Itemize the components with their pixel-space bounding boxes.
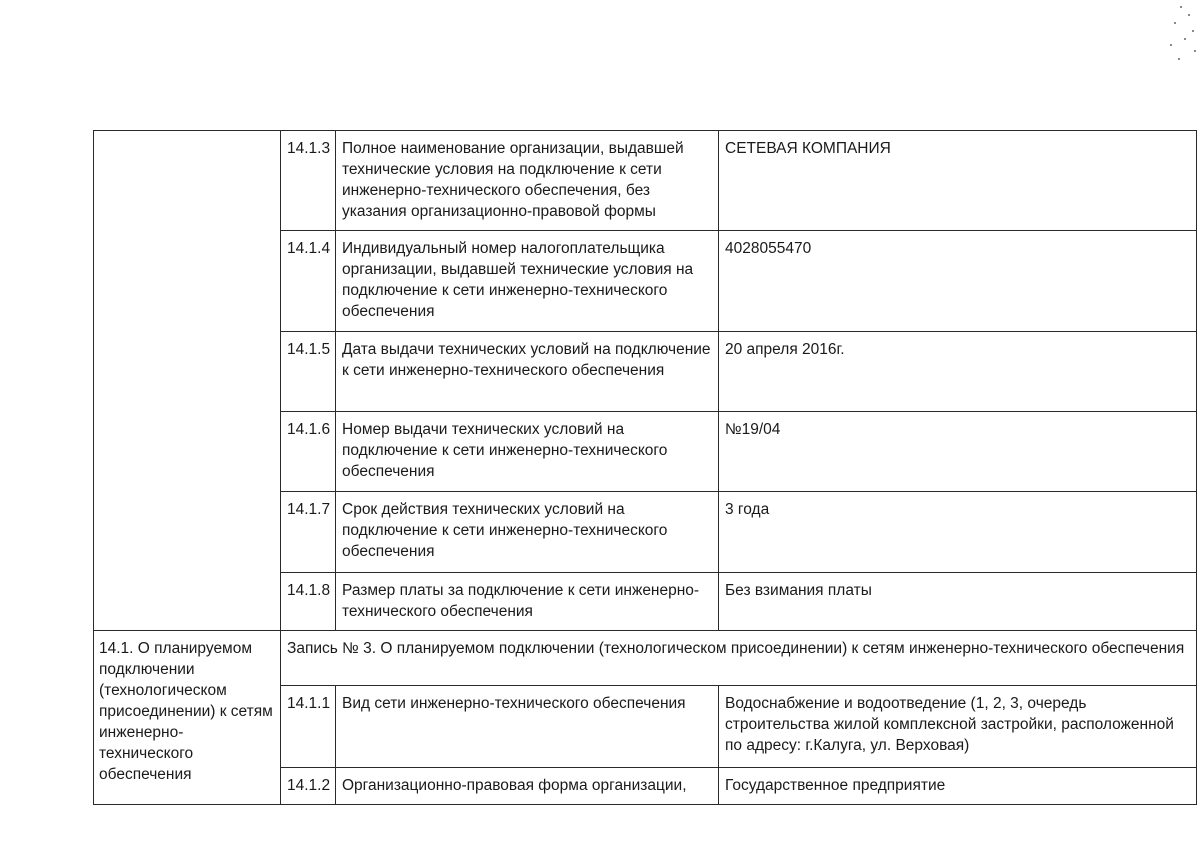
- row-label: Вид сети инженерно-технического обеспечения: [336, 686, 719, 768]
- row-number: 14.1.5: [281, 332, 336, 412]
- row-number: 14.1.2: [281, 768, 336, 805]
- empty-section-cell: [94, 131, 281, 631]
- disclosure-table: [93, 130, 1197, 805]
- row-value: 20 апреля 2016г.: [719, 332, 1197, 412]
- scan-specks: [1160, 0, 1200, 70]
- section-label: 14.1. О планируемом подключении (технологическом присоединении) к сетям инженерно-технического обеспечения: [94, 631, 281, 805]
- row-value: 4028055470: [719, 231, 1197, 332]
- row-value: Без взимания платы: [719, 573, 1197, 631]
- row-value: Водоснабжение и водоотведение (1, 2, 3, очередь строительства жилой комплексной застройки, расположенной по адресу: г.Калуга, ул. Верховая): [719, 686, 1197, 768]
- row-number: 14.1.4: [281, 231, 336, 332]
- row-label: Дата выдачи технических условий на подключение к сети инженерно-технического обеспечения: [336, 332, 719, 412]
- row-number: 14.1.7: [281, 492, 336, 573]
- row-number: 14.1.3: [281, 131, 336, 231]
- row-number: 14.1.6: [281, 412, 336, 492]
- row-label: Индивидуальный номер налогоплательщика организации, выдавшей технические условия на подключение к сети инженерно-технического обеспечения: [336, 231, 719, 332]
- table-row: [94, 631, 1197, 686]
- row-number: 14.1.8: [281, 573, 336, 631]
- row-label: Срок действия технических условий на подключение к сети инженерно-технического обеспечения: [336, 492, 719, 573]
- row-label: Номер выдачи технических условий на подключение к сети инженерно-технического обеспечения: [336, 412, 719, 492]
- row-label: Организационно-правовая форма организации,: [336, 768, 719, 805]
- row-label: Полное наименование организации, выдавшей технические условия на подключение к сети инженерно-технического обеспечения, без указания организационно-правовой формы: [336, 131, 719, 231]
- row-label: Размер платы за подключение к сети инженерно-технического обеспечения: [336, 573, 719, 631]
- row-value: Государственное предприятие: [719, 768, 1197, 805]
- row-number: 14.1.1: [281, 686, 336, 768]
- row-value: №19/04: [719, 412, 1197, 492]
- row-value: 3 года: [719, 492, 1197, 573]
- row-value: СЕТЕВАЯ КОМПАНИЯ: [719, 131, 1197, 231]
- table-row: [94, 131, 1197, 231]
- record-title: Запись № 3. О планируемом подключении (технологическом присоединении) к сетям инженерно-технического обеспечения: [281, 631, 1197, 686]
